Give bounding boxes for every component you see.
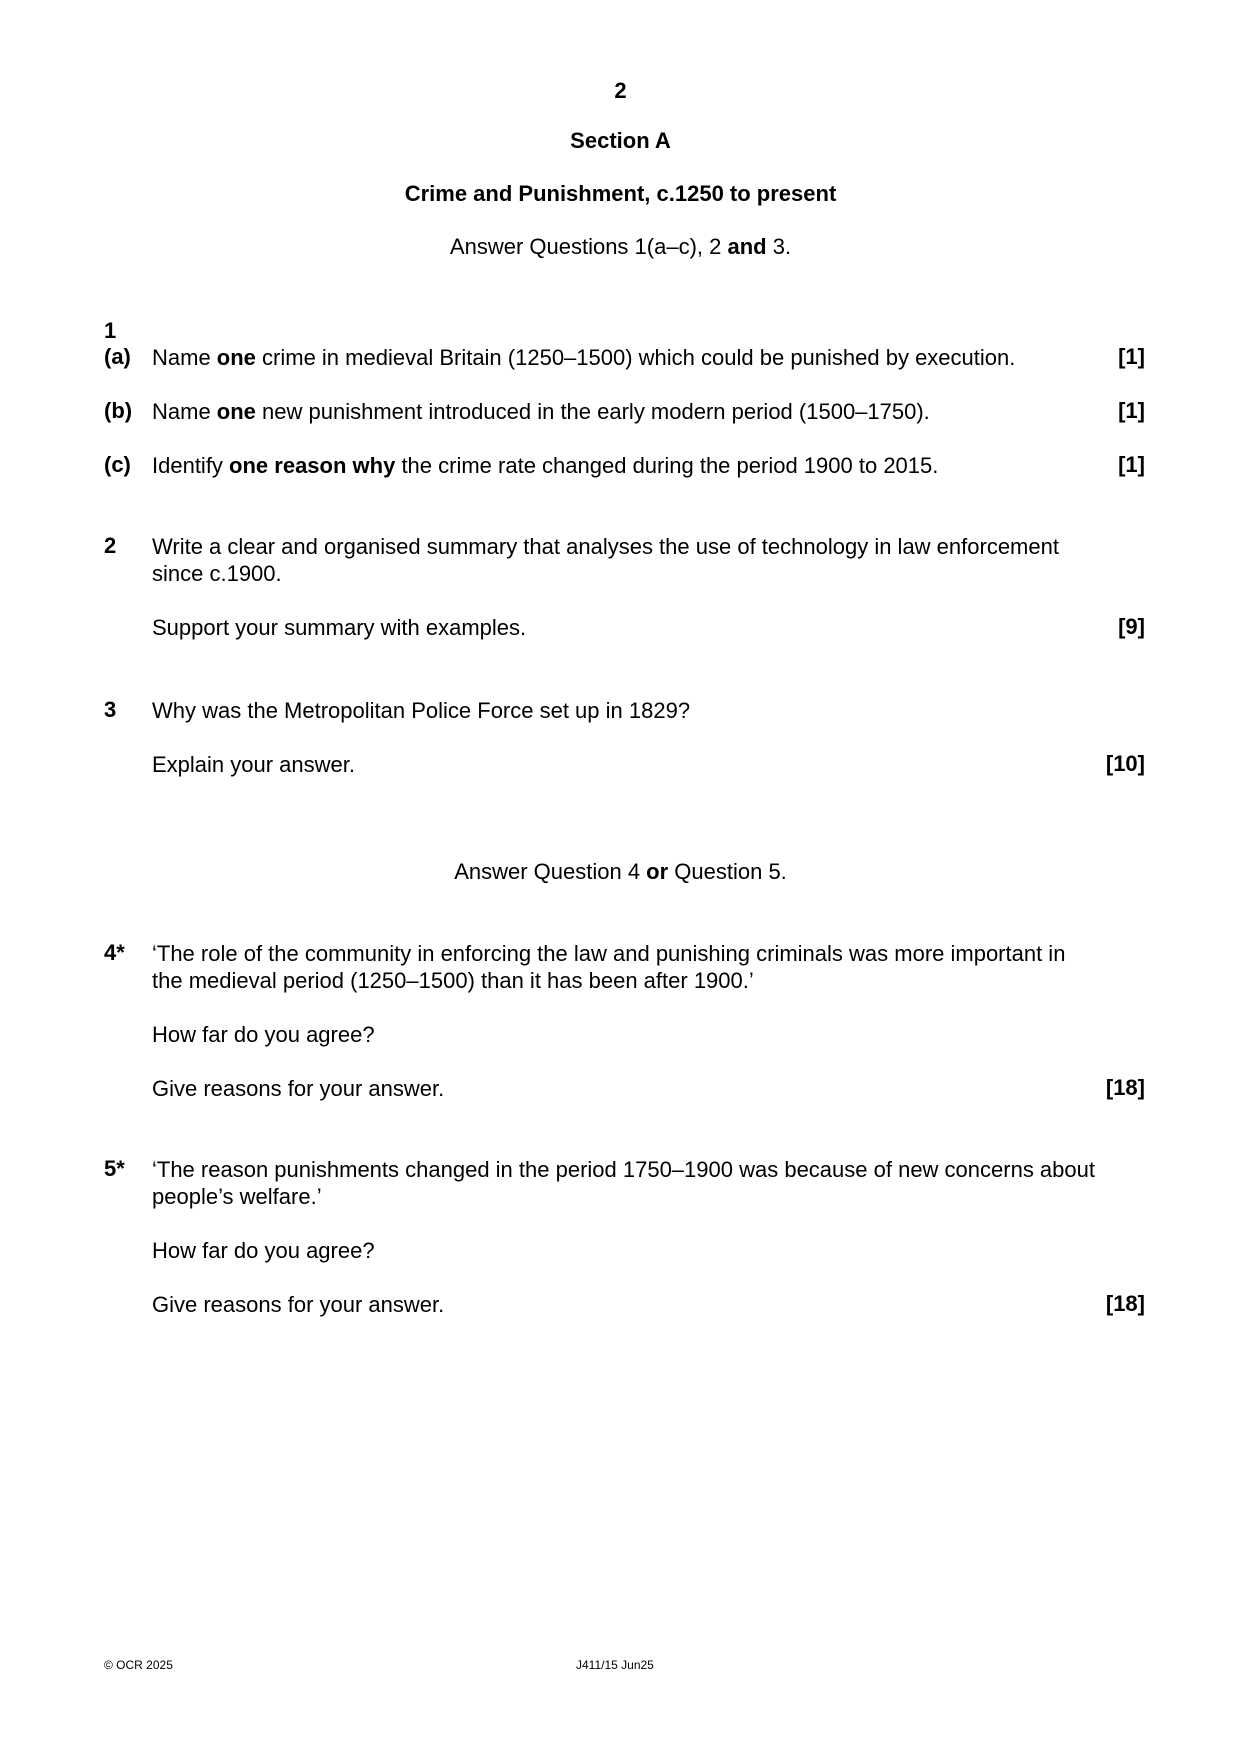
question-1-number: 1 <box>104 318 117 343</box>
question-2-support: Support your summary with examples. <box>152 615 527 640</box>
question-3-text: Why was the Metropolitan Police Force set up in 1829? <box>152 698 691 723</box>
question-4-line2: the medieval period (1250–1500) than it has been after 1900.’ <box>152 968 754 993</box>
question-1c-marks: [1] <box>1118 452 1145 477</box>
section-title: Section A <box>570 128 671 153</box>
question-2-line2: since c.1900. <box>152 561 282 586</box>
footer-paper-code: J411/15 Jun25 <box>576 1658 654 1672</box>
question-1b-marks: [1] <box>1118 398 1145 423</box>
instruction-choice: Answer Question 4 or Question 5. <box>454 859 787 884</box>
question-4-marks: [18] <box>1105 1075 1145 1100</box>
question-4-line1: ‘The role of the community in enforcing the law and punishing criminals was more important in <box>152 941 1066 966</box>
question-4-agree: How far do you agree? <box>152 1022 375 1047</box>
question-4-number: 4* <box>104 940 125 965</box>
question-5-number: 5* <box>104 1156 125 1181</box>
question-2-line1: Write a clear and organised summary that analyses the use of technology in law enforcement <box>152 534 1059 559</box>
question-1a-marks: [1] <box>1118 344 1145 369</box>
question-1b-text: Name one new punishment introduced in the early modern period (1500–1750). <box>152 399 930 424</box>
question-2-number: 2 <box>104 533 117 558</box>
question-4-reasons: Give reasons for your answer. <box>152 1076 445 1101</box>
question-1c-text: Identify one reason why the crime rate changed during the period 1900 to 2015. <box>152 453 939 478</box>
question-5-reasons: Give reasons for your answer. <box>152 1292 445 1317</box>
question-3-number: 3 <box>104 697 117 722</box>
question-1a-label: (a) <box>104 344 131 369</box>
question-5-line1: ‘The reason punishments changed in the period 1750–1900 was because of new concerns about <box>152 1157 1095 1182</box>
question-5-line2: people’s welfare.’ <box>152 1184 322 1209</box>
page-number: 2 <box>614 78 627 103</box>
instruction-section-a: Answer Questions 1(a–c), 2 and 3. <box>449 234 792 259</box>
question-1a-text: Name one crime in medieval Britain (1250–1500) which could be punished by execution. <box>152 345 1016 370</box>
footer-copyright: © OCR 2025 <box>104 1658 173 1672</box>
question-5-marks: [18] <box>1105 1291 1145 1316</box>
question-1b-label: (b) <box>104 398 133 423</box>
question-3-explain: Explain your answer. <box>152 752 355 777</box>
question-5-agree: How far do you agree? <box>152 1238 375 1263</box>
question-3-marks: [10] <box>1105 751 1145 776</box>
question-2-marks: [9] <box>1118 614 1145 639</box>
topic-title: Crime and Punishment, c.1250 to present <box>404 181 837 206</box>
question-1c-label: (c) <box>104 452 131 477</box>
